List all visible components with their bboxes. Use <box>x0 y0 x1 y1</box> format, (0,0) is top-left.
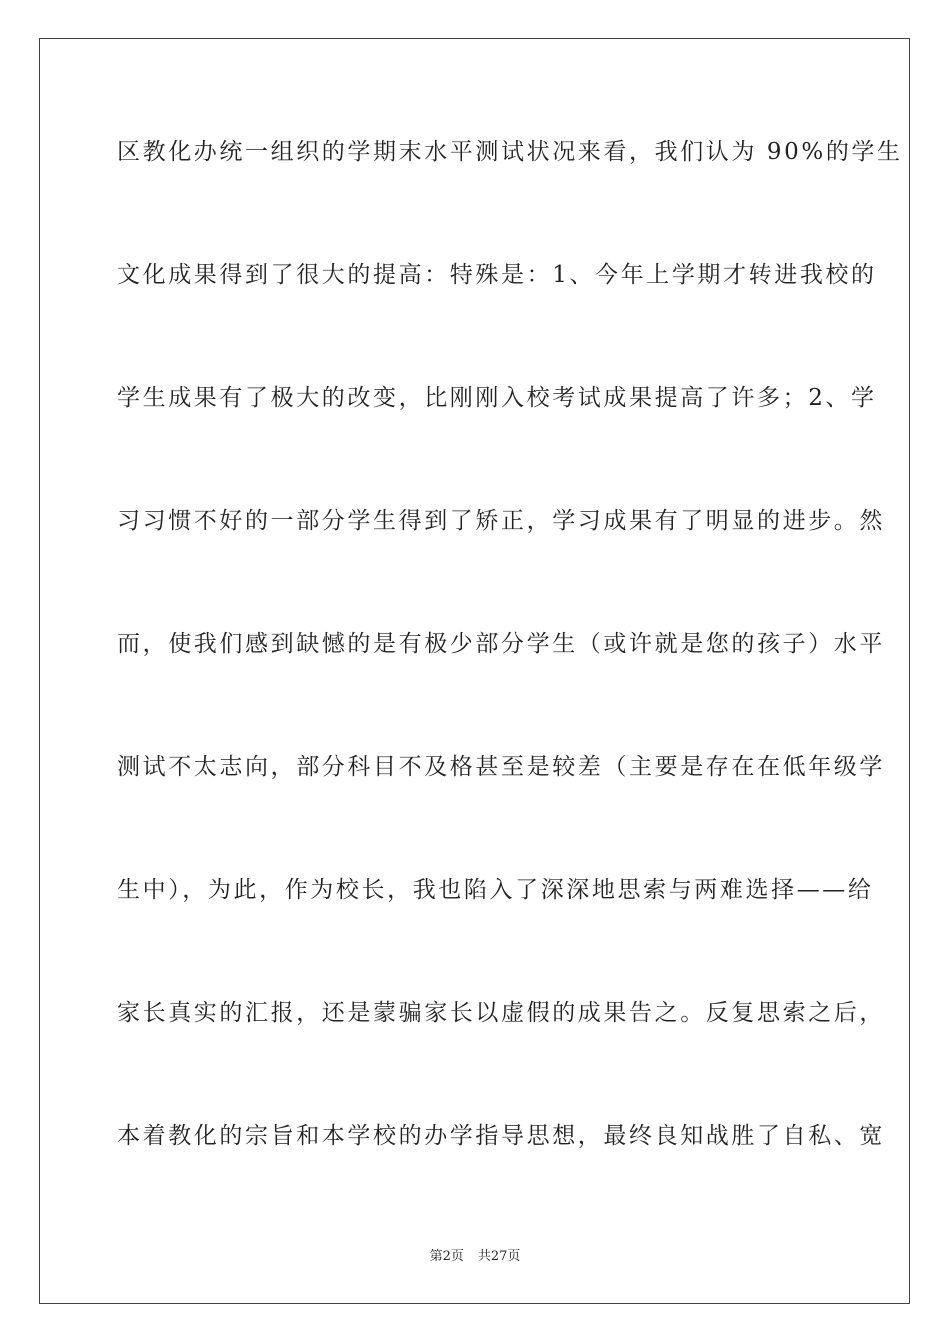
page-number: 第2页 <box>429 1249 464 1264</box>
text-line: 学生成果有了极大的改变，比刚刚入校考试成果提高了许多；2、学 <box>117 385 877 411</box>
text-line: 而，使我们感到缺憾的是有极少部分学生（或许就是您的孩子）水平 <box>117 631 885 657</box>
text-line: 区教化办统一组织的学期末水平测试状况来看，我们认为 90%的学生 <box>117 139 903 165</box>
text-line: 生中），为此，作为校长，我也陷入了深深地思索与两难选择——给 <box>117 877 874 903</box>
text-line: 家长真实的汇报，还是蒙骗家长以虚假的成果告之。反复思索之后， <box>117 1000 885 1026</box>
text-line: 习习惯不好的一部分学生得到了矫正，学习成果有了明显的进步。然 <box>117 508 885 534</box>
text-line: 文化成果得到了很大的提高：特殊是：1、今年上学期才转进我校的 <box>117 262 877 288</box>
text-line: 测试不太志向，部分科目不及格甚至是较差（主要是存在在低年级学 <box>117 754 885 780</box>
body-text <box>117 128 903 1235</box>
text-line: 本着教化的宗旨和本学校的办学指导思想，最终良知战胜了自私、宽 <box>117 1123 885 1149</box>
page-total: 共27页 <box>477 1249 521 1264</box>
page-footer <box>0 1248 950 1266</box>
